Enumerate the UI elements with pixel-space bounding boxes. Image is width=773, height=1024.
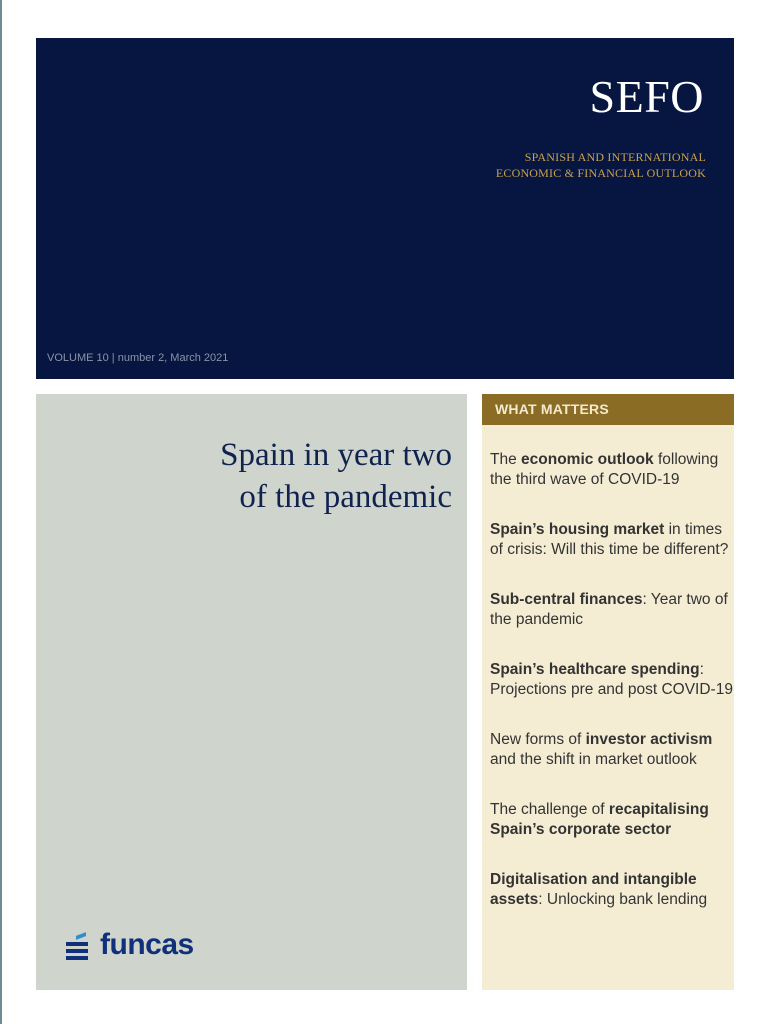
what-matters-item [490, 730, 734, 770]
left-edge-rule [0, 0, 2, 1024]
funcas-wordmark: funcas [100, 928, 194, 961]
item-highlight: Digitalisation and intangible assets [490, 871, 697, 908]
funcas-mark-icon [66, 934, 88, 958]
what-matters-item [490, 590, 734, 630]
item-text: : Projections pre and post COVID-19 [490, 661, 733, 698]
what-matters-item [490, 660, 734, 700]
volume-info: VOLUME 10 | number 2, March 2021 [47, 352, 229, 364]
item-highlight: Sub-central finances [490, 591, 643, 608]
what-matters-heading: WHAT MATTERS [482, 394, 734, 425]
item-highlight: Spain’s healthcare spending [490, 661, 700, 678]
item-text: The challenge of [490, 801, 609, 818]
item-text: in times of crisis: Will this time be different? [490, 521, 729, 558]
item-text: : Year two of the pandemic [490, 591, 728, 628]
item-text: and the shift in market outlook [490, 751, 697, 768]
what-matters-list [490, 450, 734, 940]
cover-title [220, 434, 452, 518]
item-text: New forms of [490, 731, 586, 748]
what-matters-item [490, 520, 734, 560]
publication-subtitle [496, 149, 706, 181]
sefo-logo: SEFO [589, 71, 704, 122]
what-matters-panel [482, 394, 734, 990]
cover-title-line: of the pandemic [239, 479, 452, 515]
what-matters-item [490, 800, 734, 840]
cover-header [36, 38, 734, 379]
item-text: : Unlocking bank lending [538, 891, 708, 908]
item-highlight: investor activism [585, 731, 713, 748]
cover-title-line: Spain in year two [220, 437, 452, 473]
subtitle-line: ECONOMIC & FINANCIAL OUTLOOK [495, 166, 706, 180]
what-matters-item [490, 870, 734, 910]
item-highlight: Spain’s housing market [490, 521, 665, 538]
subtitle-line: SPANISH AND INTERNATIONAL [524, 150, 706, 164]
item-text: following the third wave of COVID-19 [490, 451, 719, 488]
cover-title-panel [36, 394, 467, 990]
item-text: The [490, 451, 522, 468]
item-highlight: economic outlook [521, 451, 654, 468]
what-matters-item [490, 450, 734, 490]
item-highlight: recapitalising Spain’s corporate sector [490, 801, 709, 838]
